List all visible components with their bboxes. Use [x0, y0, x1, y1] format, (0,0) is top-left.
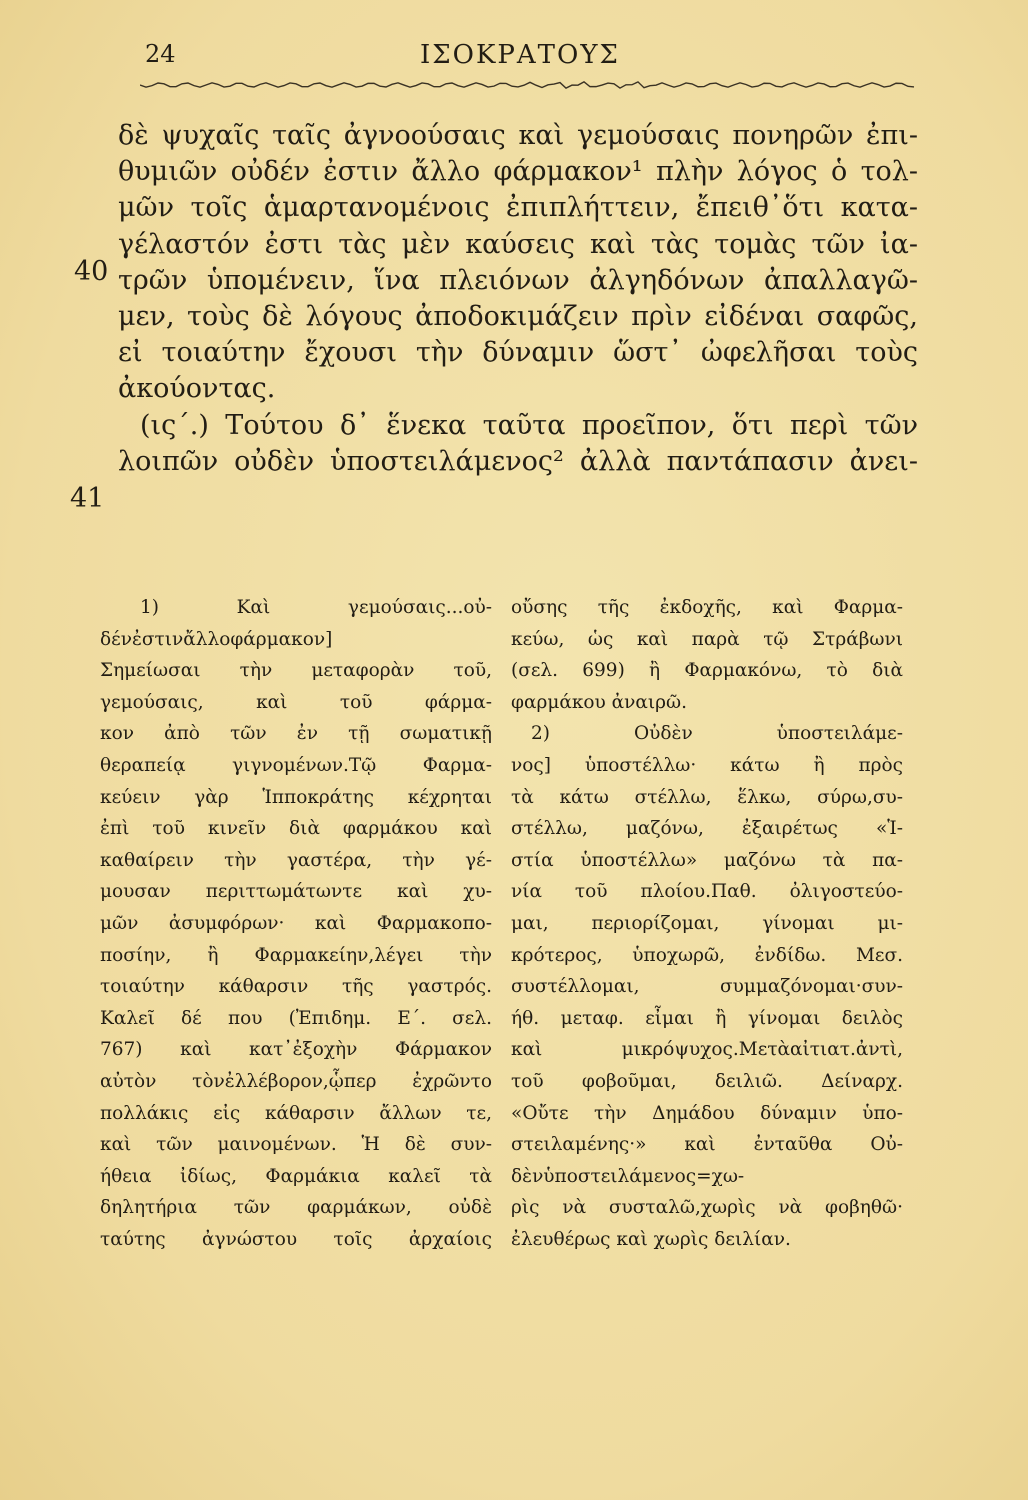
footnote-line: ρὶς νὰ συσταλῶ,χωρὶς νὰ φοβηθῶ·: [511, 1197, 903, 1219]
footnote-line: δὲνὑποστειλάμενος=χω-: [511, 1165, 745, 1187]
text-line: θυμιῶν οὐδέν ἐστιν ἄλλο φάρμακον¹ πλὴν λόγος ὁ τολ-: [118, 156, 918, 188]
footnote-line: κεύω, ὡς καὶ παρὰ τῷ Στράβωνι: [511, 628, 903, 650]
main-text: [118, 118, 918, 480]
footnotes: [100, 592, 915, 1362]
footnote-line: «Οὔτε τὴν Δημάδου δύναμιν ὑπο-: [511, 1102, 903, 1124]
footnote-line: γεμούσαις, καὶ τοῦ φάρμα-: [100, 691, 492, 713]
footnote-column-left: [100, 592, 492, 1255]
footnote-line: Σημείωσαι τὴν μεταφορὰν τοῦ,: [100, 660, 492, 682]
footnote-line: ταύτης ἀγνώστου τοῖς ἀρχαίοις: [100, 1228, 492, 1250]
footnote-line: στέλλω, μαζόνω, ἐξαιρέτως «Ἱ-: [511, 818, 903, 840]
footnote-line: δένἐστινἄλλοφάρμακον]: [100, 628, 333, 650]
footnote-line: καὶ τῶν μαινομένων. Ἡ δὲ συν-: [100, 1134, 492, 1156]
footnote-line: καὶ μικρόψυχος.Μετὰαἰτιατ.ἀντὶ,: [511, 1039, 903, 1061]
footnote-line: ἐπὶ τοῦ κινεῖν διὰ φαρμάκου καὶ: [100, 818, 492, 840]
footnote-line: 767) καὶ κατ᾽ἐξοχὴν Φάρμακον: [100, 1039, 492, 1061]
text-line: μεν, τοὺς δὲ λόγους ἀποδοκιμάζειν πρὶν εἰδέναι σαφῶς,: [118, 300, 918, 332]
footnote-line: τοιαύτην κάθαρσιν τῆς γαστρός.: [100, 976, 492, 998]
page-number: 24: [145, 40, 176, 68]
footnote-line: θεραπείᾳ γιγνομένων.Τῷ Φαρμα-: [100, 754, 492, 776]
text-line: (ις΄.) Τούτου δ᾽ ἕνεκα ταῦτα προεῖπον, ὅτι περὶ τῶν: [140, 409, 918, 441]
footnote-line: συστέλλομαι, συμμαζόνομαι·συν-: [511, 976, 903, 998]
text-line: γέλαστόν ἐστι τὰς μὲν καύσεις καὶ τὰς τομὰς τῶν ἰα-: [118, 228, 918, 260]
footnote-line: δηλητήρια τῶν φαρμάκων, οὐδὲ: [100, 1197, 492, 1219]
footnote-line: μουσαν περιττωμάτωντε καὶ χυ-: [100, 881, 492, 903]
text-line: λοιπῶν οὐδὲν ὑποστειλάμενος² ἀλλὰ παντάπασιν ἀνει-: [118, 445, 918, 477]
footnote-line: (σελ. 699) ἢ Φαρμακόνω, τὸ διὰ: [511, 660, 903, 682]
footnote-line: ήθεια ἰδίως, Φαρμάκια καλεῖ τὰ: [100, 1165, 492, 1187]
footnote-line: ἐλευθέρως καὶ χωρὶς δειλίαν.: [511, 1228, 791, 1250]
footnote-line: νος] ὑποστέλλω· κάτω ἢ πρὸς: [511, 754, 903, 776]
footnote-line: πολλάκις εἰς κάθαρσιν ἄλλων τε,: [100, 1102, 492, 1124]
text-line: δὲ ψυχαῖς ταῖς ἀγνοούσαις καὶ γεμούσαις πονηρῶν ἐπι-: [118, 120, 918, 151]
footnote-line: φαρμάκου ἀναιρῶ.: [511, 691, 687, 713]
footnote-line: 1) Καὶ γεμούσαις...οὐ-: [140, 597, 492, 618]
text-line: ἀκούοντας.: [118, 373, 276, 405]
footnote-line: κρότερος, ὑποχωρῶ, ἐνδίδω. Μεσ.: [511, 944, 903, 966]
footnote-line: τὰ κάτω στέλλω, ἕλκω, σύρω,συ-: [511, 786, 903, 808]
footnote-line: στειλαμένης·» καὶ ἐνταῦθα Οὐ-: [511, 1134, 903, 1156]
running-head: ΙΣΟΚΡΑΤΟΥΣ: [420, 40, 620, 70]
footnote-line: καθαίρειν τὴν γαστέρα, τὴν γέ-: [100, 849, 492, 871]
footnote-line: οὔσης τῆς ἐκδοχῆς, καὶ Φαρμα-: [511, 597, 903, 618]
footnote-line: κεύειν γὰρ Ἱπποκράτης κέχρηται: [100, 786, 492, 808]
wavy-rule: [140, 72, 915, 98]
footnote-line: στία ὑποστέλλω» μαζόνω τὰ πα-: [511, 849, 903, 871]
text-line: εἰ τοιαύτην ἔχουσι τὴν δύναμιν ὥστ᾽ ὠφελῆσαι τοὺς: [118, 337, 918, 369]
text-line: τρῶν ὑπομένειν, ἵνα πλειόνων ἀλγηδόνων ἀπαλλαγῶ-: [118, 264, 918, 296]
footnote-line: Καλεῖ δέ που (Ἐπιδημ. Ε΄. σελ.: [100, 1007, 492, 1029]
footnote-line: ήθ. μεταφ. εἶμαι ἢ γίνομαι δειλὸς: [511, 1007, 903, 1029]
footnote-line: μῶν ἀσυμφόρων· καὶ Φαρμακοπο-: [100, 912, 492, 934]
footnote-line: μαι, περιορίζομαι, γίνομαι μι-: [511, 912, 903, 934]
text-line: μῶν τοῖς ἁμαρτανομένοις ἐπιπλήττειν, ἔπειθ᾽ὅτι κατα-: [118, 192, 918, 224]
footnote-line: κον ἀπὸ τῶν ἐν τῇ σωματικῇ: [100, 723, 492, 745]
footnote-line: ποσίην, ἢ Φαρμακείην,λέγει τὴν: [100, 944, 492, 966]
footnote-line: τοῦ φοβοῦμαι, δειλιῶ. Δείναρχ.: [511, 1070, 903, 1092]
footnote-line: αὐτὸν τὸνἐλλέβορον,ᾧπερ ἐχρῶντο: [100, 1070, 492, 1092]
section-number-41: 41: [70, 483, 105, 514]
footnote-line: νία τοῦ πλοίου.Παθ. ὀλιγοστεύο-: [511, 881, 903, 903]
line-number-40: 40: [74, 256, 109, 287]
footnote-column-right: [511, 592, 903, 1255]
footnote-line: 2) Οὐδὲν ὑποστειλάμε-: [531, 723, 903, 745]
